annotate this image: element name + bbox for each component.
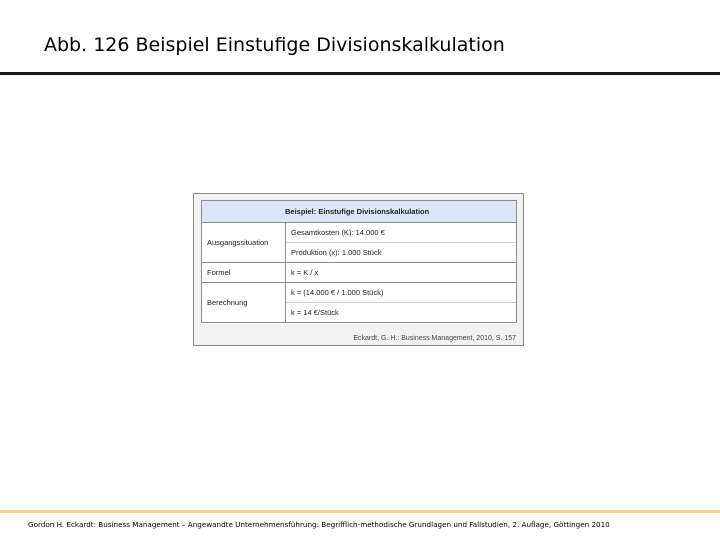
row-values: [286, 263, 517, 283]
footer-citation: Gordon H. Eckardt: Business Management – Angewandte Unternehmensführung: Begrifflich-methodische Grundlagen und Fallstudien, 2. Auflage, Göttingen 2010: [28, 520, 610, 529]
table-row: [202, 263, 517, 283]
table-header-row: [202, 201, 517, 223]
source-note: Eckardt, G. H.: Business Management, 2010, S. 157: [353, 335, 516, 342]
row-value: k = (14.000 € / 1.000 Stück): [291, 288, 384, 297]
table-header: Beispiel: Einstufige Divisionskalkulation: [202, 201, 517, 223]
row-value: Produktion (x): 1.000 Stück: [286, 242, 516, 262]
title-divider: [0, 72, 720, 75]
row-label: Berechnung: [202, 283, 286, 323]
slide-title: Abb. 126 Beispiel Einstufige Divisionskalkulation: [44, 34, 505, 56]
footer-divider: [0, 510, 720, 513]
row-value: Gesamtkosten (K): 14.000 €: [291, 228, 385, 237]
row-values: [286, 223, 517, 263]
table-row: [202, 283, 517, 323]
figure-table-area: [201, 200, 517, 324]
figure-image: [193, 193, 524, 346]
row-label: Ausgangssituation: [202, 223, 286, 263]
row-value: k = 14 €/Stück: [286, 302, 516, 322]
row-value: k = K / x: [291, 268, 319, 277]
calculation-table: [201, 200, 517, 323]
row-label: Formel: [202, 263, 286, 283]
row-values: [286, 283, 517, 323]
table-row: [202, 223, 517, 263]
